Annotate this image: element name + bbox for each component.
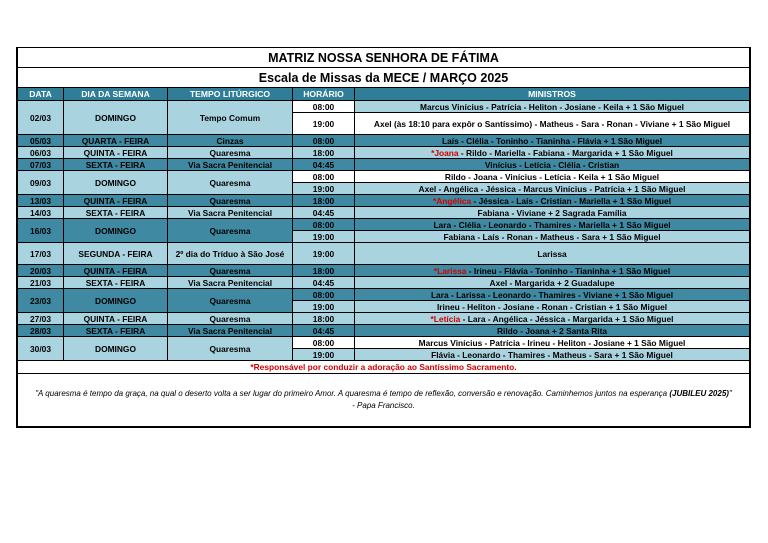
ministers-cell: Axel - Margarida + 2 Guadalupe [355, 277, 750, 289]
ministers-cell: Fabiana - Laís - Ronan - Matheus - Sara + 1 São Miguel [355, 231, 750, 243]
ministers-cell: Flávia - Leonardo - Thamires - Matheus - Sara + 1 São Miguel [355, 349, 750, 361]
season-cell: Via Sacra Penitencial [168, 325, 293, 337]
date-cell: 13/03 [18, 195, 64, 207]
time-cell: 04:45 [293, 207, 355, 219]
ministers-cell: Lara - Larissa - Leonardo - Thamires - Viviane + 1 São Miguel [355, 289, 750, 301]
season-cell: Via Sacra Penitencial [168, 159, 293, 171]
ministers-list: - Rildo - Mariella - Fabiana - Margarida + 1 São Miguel [458, 147, 673, 158]
time-cell: 08:00 [293, 101, 355, 113]
season-cell: Quaresma [168, 289, 293, 313]
season-cell: Quaresma [168, 313, 293, 325]
adoration-lead-mark: *Larissa [433, 265, 467, 276]
day-cell: DOMINGO [64, 219, 168, 243]
time-cell: 18:00 [293, 265, 355, 277]
time-cell: 19:00 [293, 243, 355, 265]
time-cell: 19:00 [293, 183, 355, 195]
ministers-cell [355, 313, 750, 325]
time-cell: 19:00 [293, 301, 355, 313]
column-header-date: DATA [18, 88, 64, 101]
time-cell: 08:00 [293, 337, 355, 349]
ministers-cell: Axel (às 18:10 para expôr o Santíssimo) - Matheus - Sara - Ronan - Viviane + 1 São Miguel [355, 113, 750, 135]
time-cell: 19:00 [293, 231, 355, 243]
season-cell: Via Sacra Penitencial [168, 207, 293, 219]
table-row [18, 313, 750, 325]
date-cell: 30/03 [18, 337, 64, 361]
quote-text: "A quaresma é tempo da graça, na qual o deserto volta a ser lugar do primeiro Amor. A quaresma é tempo de reflexão, conversão e renovação. Caminhemos juntos na esperança [35, 389, 670, 398]
ministers-cell [355, 147, 750, 159]
day-cell: DOMINGO [64, 101, 168, 135]
ministers-cell [355, 265, 750, 277]
ministers-list: - Lara - Angélica - Jéssica - Margarida + 1 São Miguel [460, 313, 674, 324]
table-row [18, 135, 750, 147]
season-cell: Quaresma [168, 171, 293, 195]
season-cell: Quaresma [168, 219, 293, 243]
day-cell: QUINTA - FEIRA [64, 265, 168, 277]
time-cell: 08:00 [293, 135, 355, 147]
date-cell: 06/03 [18, 147, 64, 159]
pope-quote [18, 374, 750, 427]
quote-jubilee: (JUBILEU 2025) [669, 389, 729, 398]
time-cell: 19:00 [293, 113, 355, 135]
page-subtitle: Escala de Missas da MECE / MARÇO 2025 [18, 68, 750, 88]
day-cell: SEXTA - FEIRA [64, 277, 168, 289]
time-cell: 19:00 [293, 349, 355, 361]
date-cell: 09/03 [18, 171, 64, 195]
table-row [18, 219, 750, 231]
schedule-document [16, 47, 751, 428]
ministers-cell: Fabiana - Viviane + 2 Sagrada Família [355, 207, 750, 219]
table-row [18, 265, 750, 277]
date-cell: 07/03 [18, 159, 64, 171]
day-cell: QUINTA - FEIRA [64, 147, 168, 159]
table-row [18, 101, 750, 113]
day-cell: QUARTA - FEIRA [64, 135, 168, 147]
day-cell: SEXTA - FEIRA [64, 159, 168, 171]
adoration-lead-mark: *Letícia [430, 313, 461, 324]
table-row [18, 207, 750, 219]
date-cell: 16/03 [18, 219, 64, 243]
ministers-list: - Jéssica - Laís - Cristian - Mariella + 1 São Miguel [471, 195, 672, 206]
ministers-cell: Lara - Clélia - Leonardo - Thamires - Mariella + 1 São Miguel [355, 219, 750, 231]
ministers-cell: Vinícius - Letícia - Clélia - Cristian [355, 159, 750, 171]
day-cell: SEXTA - FEIRA [64, 325, 168, 337]
table-row [18, 243, 750, 265]
footnote: *Responsável por conduzir a adoração ao Santíssimo Sacramento. [18, 361, 750, 374]
column-header-time: HORÁRIO [293, 88, 355, 101]
table-row [18, 159, 750, 171]
day-cell: SEXTA - FEIRA [64, 207, 168, 219]
ministers-cell [355, 195, 750, 207]
season-cell: 2º dia do Tríduo à São José [168, 243, 293, 265]
table-row [18, 147, 750, 159]
ministers-cell: Laís - Clélia - Toninho - Tianinha - Flávia + 1 São Miguel [355, 135, 750, 147]
adoration-lead-mark: *Angélica [432, 195, 472, 206]
date-cell: 05/03 [18, 135, 64, 147]
page-title: MATRIZ NOSSA SENHORA DE FÁTIMA [18, 48, 750, 68]
column-header-day: DIA DA SEMANA [64, 88, 168, 101]
time-cell: 04:45 [293, 277, 355, 289]
day-cell: DOMINGO [64, 337, 168, 361]
season-cell: Quaresma [168, 147, 293, 159]
date-cell: 28/03 [18, 325, 64, 337]
date-cell: 02/03 [18, 101, 64, 135]
ministers-cell: Marcus Vinícius - Patrícia - Irineu - Heliton - Josiane + 1 São Miguel [355, 337, 750, 349]
table-row [18, 325, 750, 337]
season-cell: Via Sacra Penitencial [168, 277, 293, 289]
time-cell: 18:00 [293, 147, 355, 159]
ministers-cell: Larissa [355, 243, 750, 265]
quote-attribution: " - Papa Francisco. [352, 389, 732, 410]
season-cell: Quaresma [168, 195, 293, 207]
table-row [18, 277, 750, 289]
ministers-list: - Irineu - Flávia - Toninho - Tianinha + 1 São Miguel [466, 265, 671, 276]
time-cell: 04:45 [293, 325, 355, 337]
ministers-cell: Axel - Angélica - Jéssica - Marcus Vinícius - Patrícia + 1 São Miguel [355, 183, 750, 195]
day-cell: DOMINGO [64, 171, 168, 195]
time-cell: 04:45 [293, 159, 355, 171]
date-cell: 27/03 [18, 313, 64, 325]
time-cell: 08:00 [293, 219, 355, 231]
table-row [18, 289, 750, 301]
time-cell: 08:00 [293, 289, 355, 301]
day-cell: SEGUNDA - FEIRA [64, 243, 168, 265]
ministers-cell: Marcus Vinícius - Patrícia - Heliton - Josiane - Keila + 1 São Miguel [355, 101, 750, 113]
date-cell: 20/03 [18, 265, 64, 277]
season-cell: Quaresma [168, 265, 293, 277]
table-row [18, 337, 750, 349]
time-cell: 08:00 [293, 171, 355, 183]
schedule-table [17, 48, 750, 427]
column-header-ministers: MINISTROS [355, 88, 750, 101]
season-cell: Quaresma [168, 337, 293, 361]
day-cell: DOMINGO [64, 289, 168, 313]
ministers-cell: Rildo - Joana - Vinícius - Letícia - Keila + 1 São Miguel [355, 171, 750, 183]
date-cell: 14/03 [18, 207, 64, 219]
day-cell: QUINTA - FEIRA [64, 313, 168, 325]
ministers-cell: Irineu - Heliton - Josiane - Ronan - Cristian + 1 São Miguel [355, 301, 750, 313]
ministers-cell: Rildo - Joana + 2 Santa Rita [355, 325, 750, 337]
season-cell: Tempo Comum [168, 101, 293, 135]
time-cell: 18:00 [293, 313, 355, 325]
table-row [18, 171, 750, 183]
date-cell: 17/03 [18, 243, 64, 265]
day-cell: QUINTA - FEIRA [64, 195, 168, 207]
table-row [18, 195, 750, 207]
date-cell: 23/03 [18, 289, 64, 313]
column-header-season: TEMPO LITÚRGICO [168, 88, 293, 101]
time-cell: 18:00 [293, 195, 355, 207]
date-cell: 21/03 [18, 277, 64, 289]
season-cell: Cinzas [168, 135, 293, 147]
adoration-lead-mark: *Joana [431, 147, 459, 158]
